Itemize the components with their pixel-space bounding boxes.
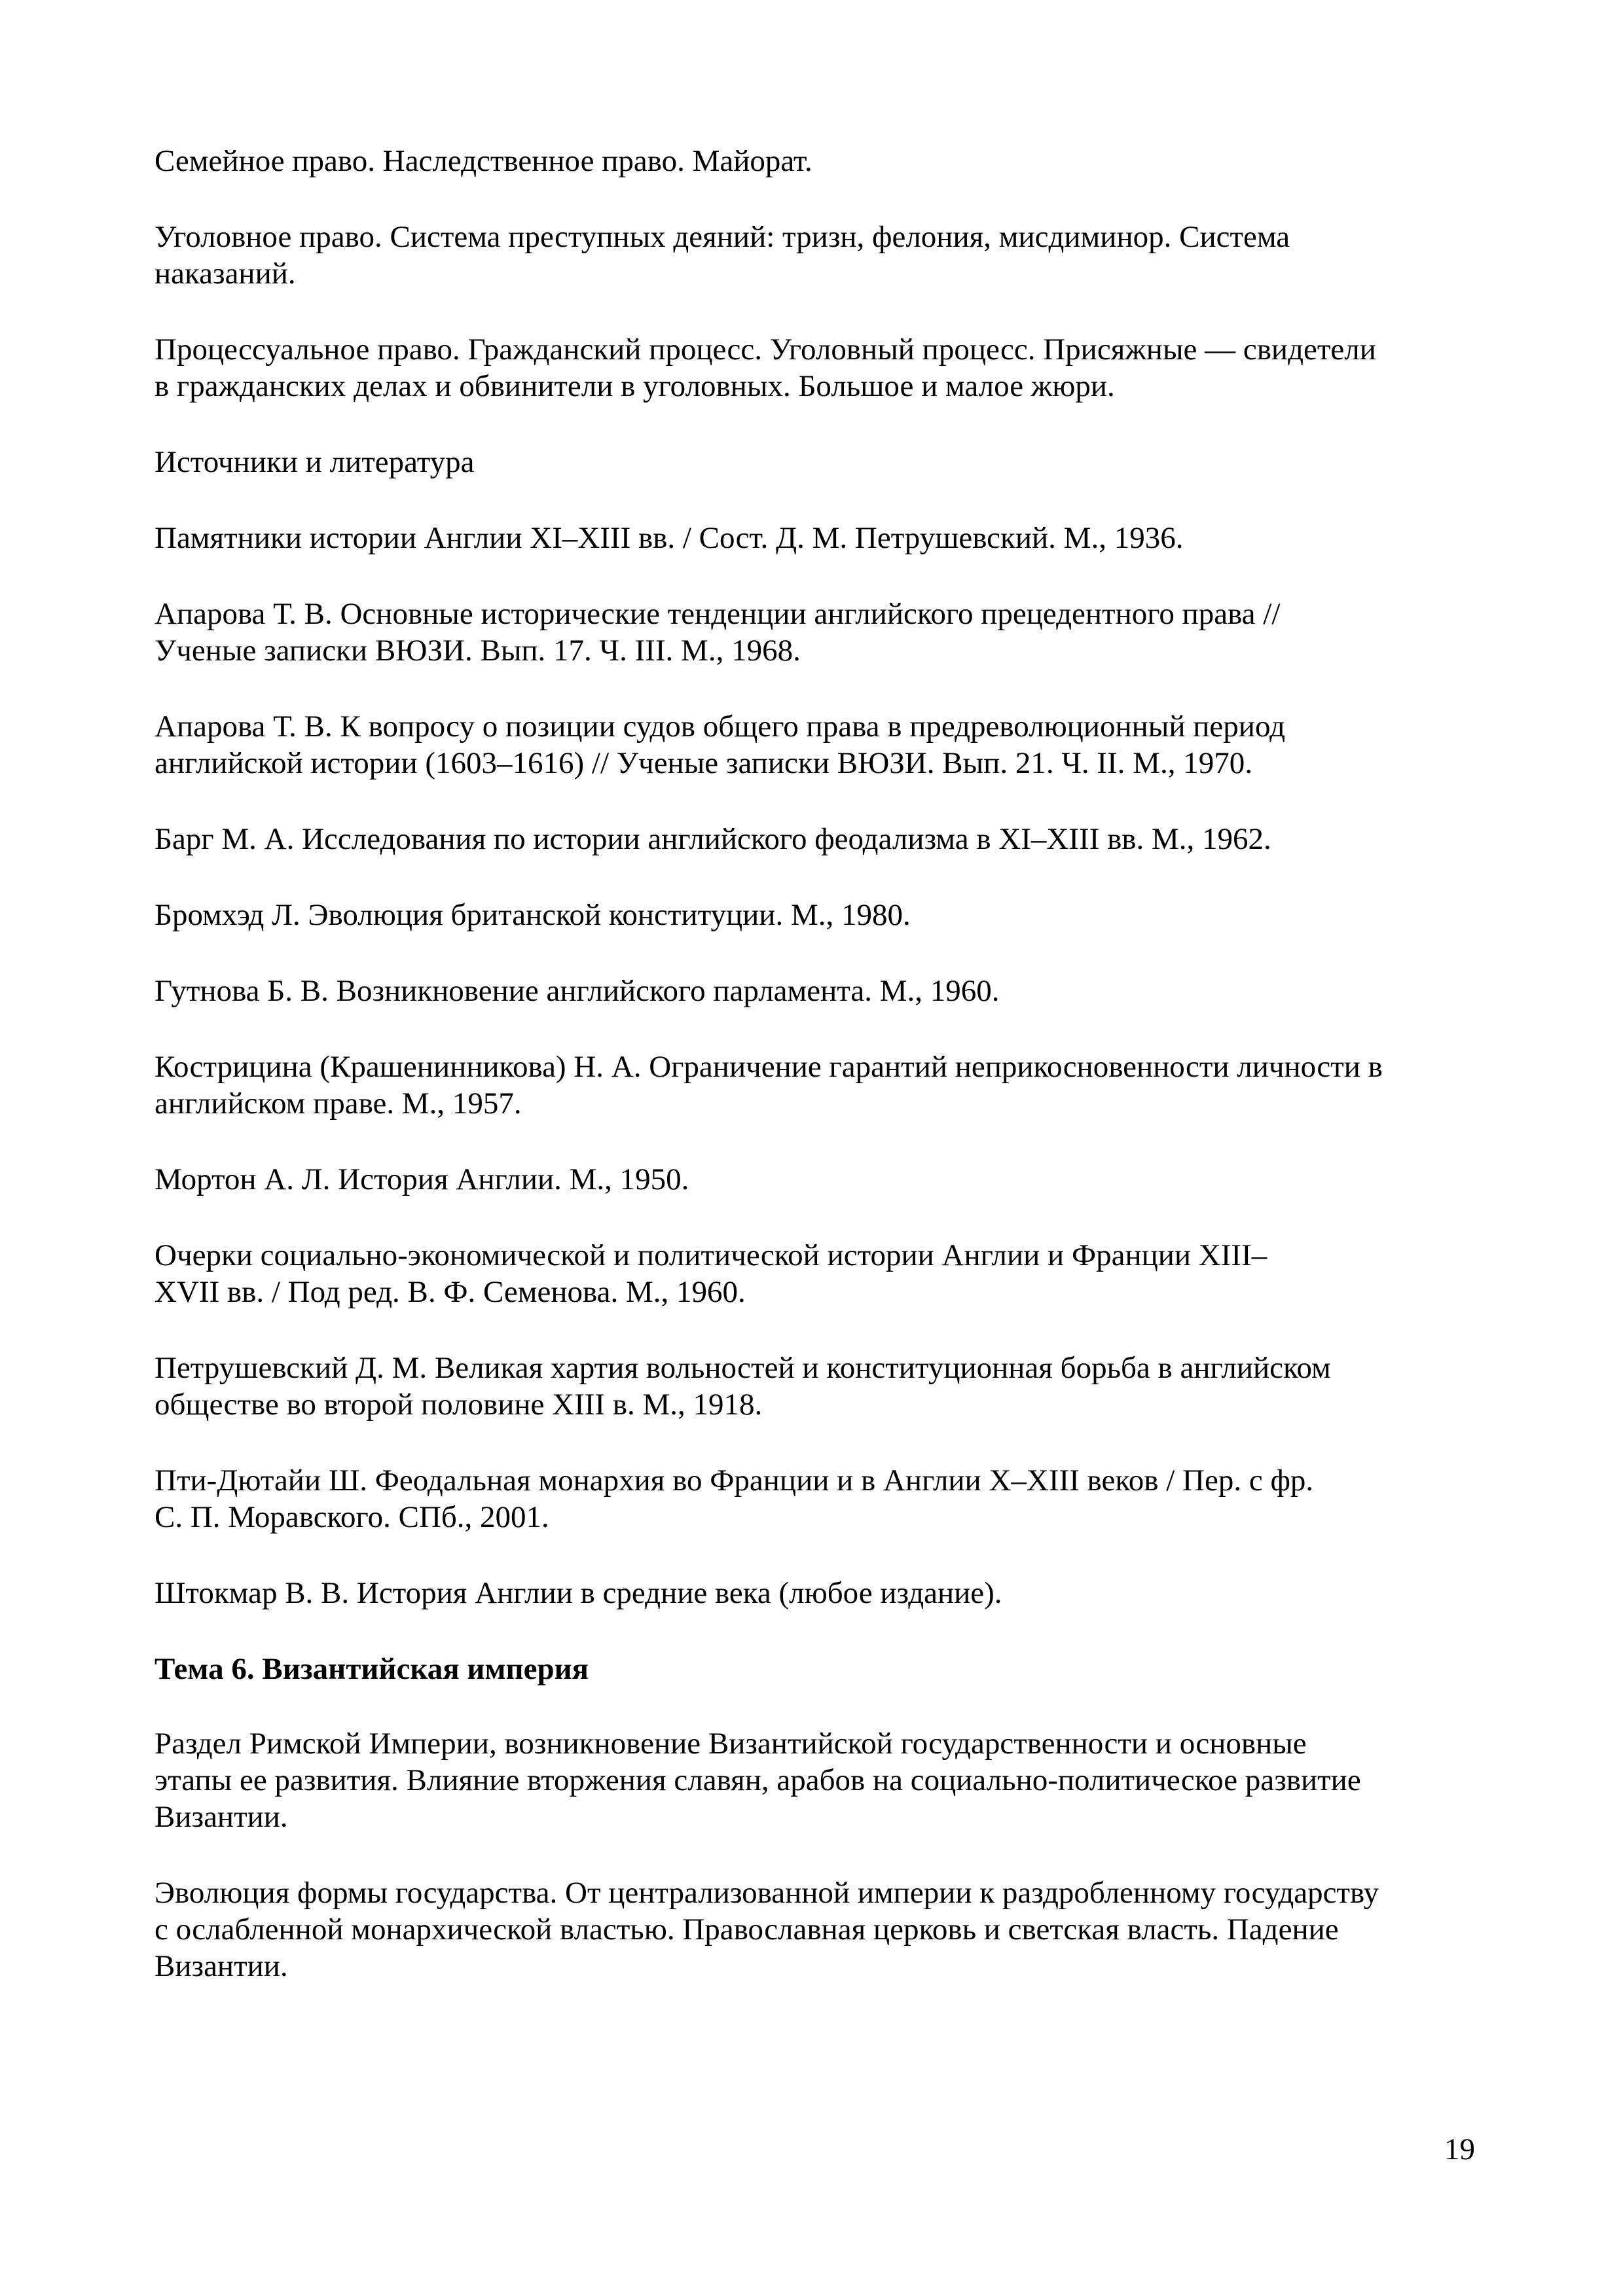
bibliography-entry: Кострицина (Крашенинникова) Н. А. Ограничение гарантий неприкосновенности личности в английском праве. М., 1957. <box>155 1050 1383 1121</box>
bibliography-entry: Очерки социально-экономической и политической истории Англии и Франции XIII– XVII вв. / Под ред. В. Ф. Семенова. М., 1960. <box>155 1238 1267 1309</box>
page-body <box>155 143 1484 2024</box>
bibliography-entry: Памятники истории Англии XI–XIII вв. / Сост. Д. М. Петрушевский. М., 1936. <box>155 521 1184 555</box>
bibliography-entry: Мортон А. Л. История Англии. М., 1950. <box>155 1162 689 1196</box>
page-number: 19 <box>1444 2132 1475 2166</box>
paragraph-criminal-law: Уголовное право. Система преступных деяний: тризн, фелония, мисдиминор. Система наказаний. <box>155 220 1290 291</box>
paragraph-roman-empire-division: Раздел Римской Империи, возникновение Византийской государственности и основные этапы ее развития. Влияние вторжения славян, арабов на социально-политическое развитие Византии. <box>155 1727 1361 1834</box>
bibliography-entry: Апарова Т. В. К вопросу о позиции судов общего права в предреволюционный период английской истории (1603–1616) // Ученые записки ВЮЗИ. Вып. 21. Ч. II. М., 1970. <box>155 709 1285 780</box>
paragraph-procedural-law: Процессуальное право. Гражданский процесс. Уголовный процесс. Присяжные — свидетели в гражданских делах и обвинители в уголовных. Большое и малое жюри. <box>155 332 1376 403</box>
bibliography-entry: Пти-Дютайи Ш. Феодальная монархия во Франции и в Англии X–XIII веков / Пер. с фр. С. П. Моравского. СПб., 2001. <box>155 1463 1314 1534</box>
paragraph-state-evolution: Эволюция формы государства. От централизованной империи к раздробленному государству с ослабленной монархической властью. Православная церковь и светская власть. Падение Византии. <box>155 1876 1379 1983</box>
bibliography-entry: Штокмар В. В. История Англии в средние века (любое издание). <box>155 1576 1002 1610</box>
paragraph-family-law: Семейное право. Наследственное право. Майорат. <box>155 144 812 178</box>
bibliography-entry: Барг М. А. Исследования по истории английского феодализма в XI–XIII вв. М., 1962. <box>155 822 1271 856</box>
bibliography-entry: Апарова Т. В. Основные исторические тенденции английского прецедентного права // Ученые записки ВЮЗИ. Вып. 17. Ч. III. М., 1968. <box>155 597 1281 668</box>
topic-heading: Тема 6. Византийская империя <box>155 1652 589 1686</box>
bibliography-entry: Гутнова Б. В. Возникновение английского парламента. М., 1960. <box>155 974 1000 1008</box>
bibliography-entry: Петрушевский Д. М. Великая хартия вольностей и конституционная борьба в английском обществе во второй половине XIII в. М., 1918. <box>155 1351 1331 1422</box>
sources-heading: Источники и литература <box>155 445 475 479</box>
bibliography-entry: Бромхэд Л. Эволюция британской конституции. М., 1980. <box>155 898 911 932</box>
